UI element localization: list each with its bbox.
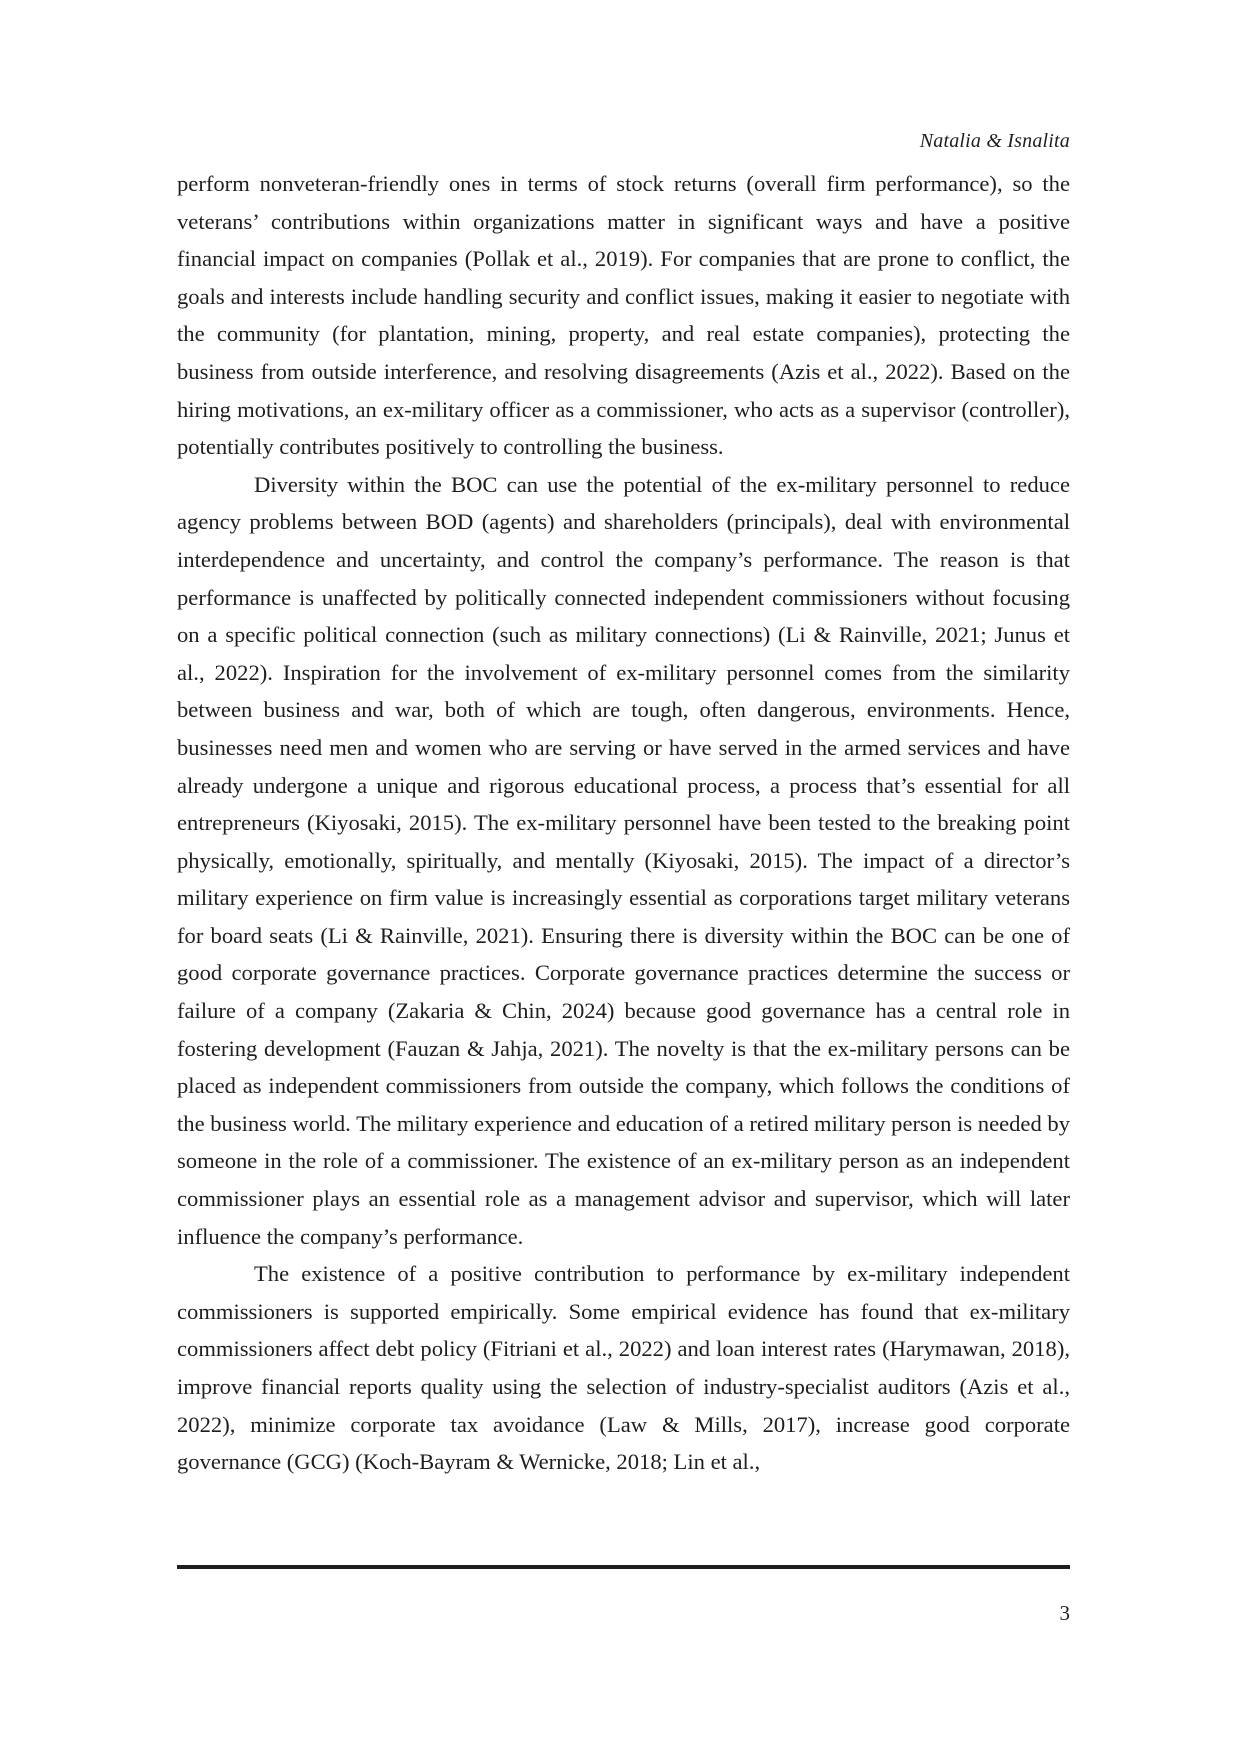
paragraph-1: perform nonveteran-friendly ones in terms of stock returns (overall firm performance), so the veterans’ contributions within organizations matter in significant ways and have a positive financial impact on companies (Pollak et al., 2019). For companies that are prone to conflict, the goals and interests include handling security and conflict issues, making it easier to negotiate with the community (for plantation, mining, property, and real estate companies), protecting the business from outside interference, and resolving disagreements (Azis et al., 2022). Based on the hiring motivations, an ex-military officer as a commissioner, who acts as a supervisor (controller), potentially contributes positively to controlling the business. <box>177 171 1070 460</box>
paragraph-3: The existence of a positive contribution to performance by ex-military independent commissioners is supported empirically. Some empirical evidence has found that ex-military commissioners affect debt policy (Fitriani et al., 2022) and loan interest rates (Harymawan, 2018), improve financial reports quality using the selection of industry-specialist auditors (Azis et al., 2022), minimize corporate tax avoidance (Law & Mills, 2017), increase good corporate governance (GCG) (Koch-Bayram & Wernicke, 2018; Lin et al., <box>177 1261 1070 1475</box>
body-text <box>177 165 1070 1481</box>
footer-rule <box>177 1565 1070 1569</box>
paragraph-2: Diversity within the BOC can use the potential of the ex-military personnel to reduce agency problems between BOD (agents) and shareholders (principals), deal with environmental interdependence and uncertainty, and control the company’s performance. The reason is that performance is unaffected by politically connected independent commissioners without focusing on a specific political connection (such as military connections) (Li & Rainville, 2021; Junus et al., 2022). Inspiration for the involvement of ex-military personnel comes from the similarity between business and war, both of which are tough, often dangerous, environments. Hence, businesses need men and women who are serving or have served in the armed services and have already undergone a unique and rigorous educational process, a process that’s essential for all entrepreneurs (Kiyosaki, 2015). The ex-military personnel have been tested to the breaking point physically, emotionally, spiritually, and mentally (Kiyosaki, 2015). The impact of a director’s military experience on firm value is increasingly essential as corporations target military veterans for board seats (Li & Rainville, 2021). Ensuring there is diversity within the BOC can be one of good corporate governance practices. Corporate governance practices determine the success or failure of a company (Zakaria & Chin, 2024) because good governance has a central role in fostering development (Fauzan & Jahja, 2021). The novelty is that the ex-military persons can be placed as independent commissioners from outside the company, which follows the conditions of the business world. The military experience and education of a retired military person is needed by someone in the role of a commissioner. The existence of an ex-military person as an independent commissioner plays an essential role as a management advisor and supervisor, which will later influence the company’s performance. <box>177 471 1071 1249</box>
running-head: Natalia & Isnalita <box>919 130 1070 152</box>
page-number: 3 <box>1059 1601 1070 1625</box>
